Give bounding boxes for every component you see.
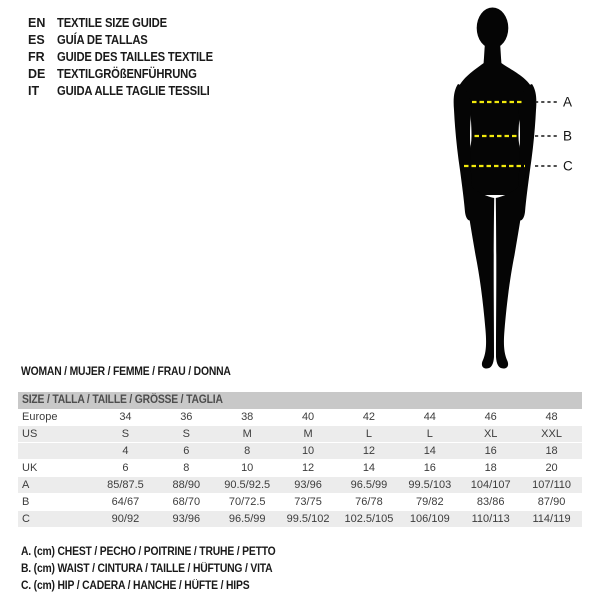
language-row-fr bbox=[28, 49, 230, 66]
language-title: TEXTILGRÖßENFÜHRUNG bbox=[57, 67, 197, 81]
language-title-block bbox=[28, 15, 230, 100]
size-value: 44 bbox=[423, 411, 436, 423]
size-value: 4 bbox=[122, 445, 129, 457]
size-value: 40 bbox=[301, 411, 315, 423]
size-value: 48 bbox=[545, 411, 558, 423]
size-value: L bbox=[365, 428, 372, 440]
size-value: 93/96 bbox=[172, 513, 201, 525]
size-value: 36 bbox=[180, 411, 193, 423]
size-value: 10 bbox=[241, 462, 254, 474]
row-label: US bbox=[22, 428, 38, 440]
size-value: 38 bbox=[241, 411, 254, 423]
silhouette-right-leg bbox=[496, 168, 526, 369]
table-row-uk bbox=[18, 460, 582, 477]
woman-silhouette-figure bbox=[430, 0, 600, 380]
row-label: Europe bbox=[22, 411, 58, 423]
size-value: 90.5/92.5 bbox=[224, 479, 271, 491]
size-value: 99.5/102 bbox=[286, 513, 330, 525]
size-value: M bbox=[303, 428, 313, 440]
size-value: 16 bbox=[484, 445, 497, 457]
size-value: 85/87.5 bbox=[107, 479, 144, 491]
size-value: 90/92 bbox=[111, 513, 140, 525]
size-value: 14 bbox=[362, 462, 376, 474]
size-value: 6 bbox=[122, 462, 129, 474]
size-value: XXL bbox=[541, 428, 562, 440]
size-value: 12 bbox=[362, 445, 376, 457]
table-row-europe bbox=[18, 409, 582, 426]
size-value: 93/96 bbox=[294, 479, 322, 491]
language-title: GUIDE DES TAILLES TEXTILE bbox=[57, 50, 213, 64]
size-value: 16 bbox=[423, 462, 436, 474]
size-value: S bbox=[121, 428, 130, 440]
size-value: 8 bbox=[244, 445, 251, 457]
table-row-us-letter bbox=[18, 426, 582, 443]
row-label: UK bbox=[22, 462, 38, 474]
size-value: 64/67 bbox=[111, 496, 140, 508]
size-value: 18 bbox=[545, 445, 558, 457]
language-row-en bbox=[28, 15, 230, 32]
size-value: M bbox=[242, 428, 252, 440]
size-value: 10 bbox=[301, 445, 315, 457]
size-value: 104/107 bbox=[470, 479, 511, 491]
size-value: 102.5/105 bbox=[344, 513, 394, 525]
size-value: L bbox=[426, 428, 433, 440]
size-table-header: SIZE / TALLA / TAILLE / GRÖSSE / TAGLIA bbox=[22, 394, 223, 406]
size-value: 8 bbox=[183, 462, 190, 474]
table-row-waist-b bbox=[18, 494, 582, 511]
size-value: 114/119 bbox=[532, 513, 571, 525]
table-group-title: WOMAN / MUJER / FEMME / FRAU / DONNA bbox=[21, 366, 231, 378]
size-value: 83/86 bbox=[476, 496, 505, 508]
language-title: GUIDA ALLE TAGLIE TESSILI bbox=[57, 84, 210, 98]
size-value: 99.5/103 bbox=[408, 479, 452, 491]
size-value: 110/113 bbox=[471, 513, 510, 525]
size-value: 18 bbox=[484, 462, 497, 474]
row-label: B bbox=[22, 496, 30, 508]
size-value: 106/109 bbox=[409, 513, 450, 525]
size-value: 14 bbox=[423, 445, 436, 457]
language-row-de bbox=[28, 66, 230, 83]
size-value: 73/75 bbox=[294, 496, 322, 508]
size-value: 87/90 bbox=[537, 496, 566, 508]
size-value: 70/72.5 bbox=[228, 496, 266, 508]
size-table bbox=[18, 392, 582, 528]
language-code: FR bbox=[28, 50, 45, 64]
language-title: GUÍA DE TALLAS bbox=[57, 33, 148, 47]
size-value: 68/70 bbox=[172, 496, 201, 508]
silhouette-neck bbox=[484, 42, 502, 65]
size-value: 42 bbox=[362, 411, 376, 423]
size-value: S bbox=[182, 428, 190, 440]
language-code: EN bbox=[28, 16, 46, 30]
size-value: 96.5/99 bbox=[228, 513, 266, 525]
silhouette-left-leg bbox=[464, 168, 494, 369]
language-title: TEXTILE SIZE GUIDE bbox=[57, 16, 167, 30]
size-value: 107/110 bbox=[532, 479, 572, 491]
legend-line-waist: B. (cm) WAIST / CINTURA / TAILLE / HÜFTUNG / VITA bbox=[21, 563, 273, 575]
measure-label-a: A bbox=[563, 94, 573, 110]
size-value: 46 bbox=[484, 411, 497, 423]
language-row-es bbox=[28, 32, 230, 49]
row-label: A bbox=[22, 479, 30, 491]
legend-line-chest: A. (cm) CHEST / PECHO / POITRINE / TRUHE / PETTO bbox=[21, 546, 276, 558]
row-label: C bbox=[22, 513, 30, 525]
language-code: DE bbox=[28, 67, 46, 81]
measure-label-c: C bbox=[563, 158, 573, 174]
legend-line-hip: C. (cm) HIP / CADERA / HANCHE / HÜFTE / HIPS bbox=[21, 580, 250, 592]
size-value: 76/78 bbox=[355, 496, 383, 508]
size-value: 79/82 bbox=[416, 496, 444, 508]
size-value: 88/90 bbox=[172, 479, 201, 491]
table-row-hip-c bbox=[18, 511, 582, 528]
language-row-it bbox=[28, 83, 230, 100]
measurement-legend bbox=[21, 544, 304, 595]
size-value: XL bbox=[483, 428, 498, 440]
size-value: 6 bbox=[183, 445, 190, 457]
table-row-chest-a bbox=[18, 477, 582, 494]
language-code: IT bbox=[28, 84, 40, 98]
size-value: 20 bbox=[545, 462, 558, 474]
row-label bbox=[18, 443, 95, 459]
size-value: 12 bbox=[301, 462, 315, 474]
size-value: 34 bbox=[119, 411, 132, 423]
language-code: ES bbox=[28, 33, 45, 47]
size-value: 96.5/99 bbox=[350, 479, 388, 491]
table-row-us-numeric bbox=[18, 443, 582, 460]
measure-label-b: B bbox=[563, 128, 573, 144]
